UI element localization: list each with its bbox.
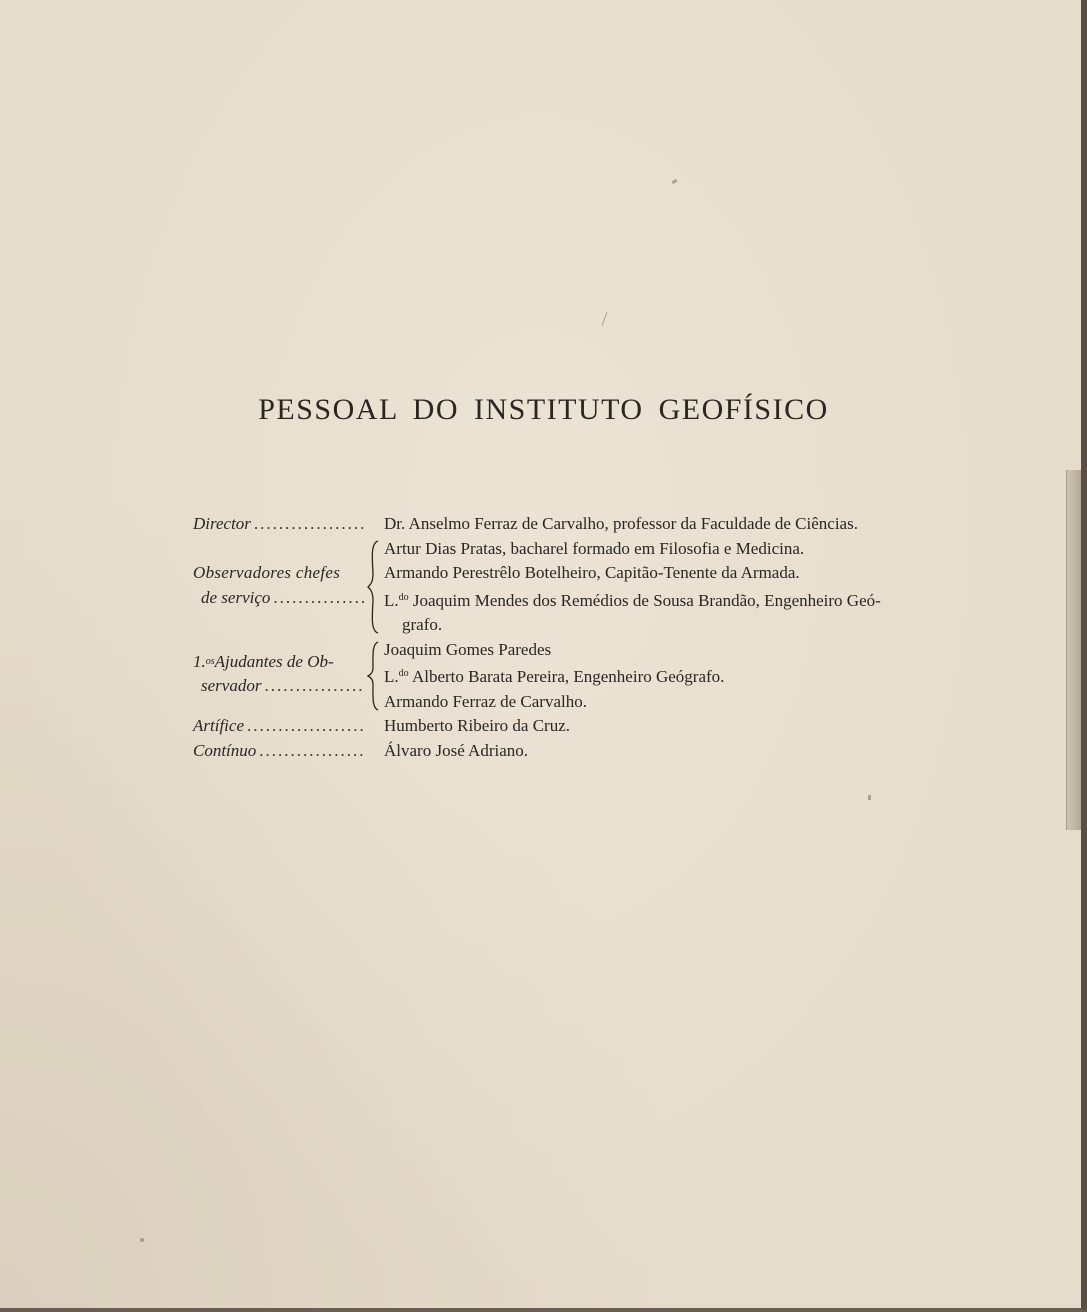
- role-text-line1: Ajudantes de Ob-: [214, 651, 334, 671]
- staff-name: L.$^{do}$ Joaquim Mendes dos Remédios de Sousa Brandão, Engenheiro Geó-: [384, 590, 881, 610]
- paper-speck: [868, 795, 871, 800]
- brace-icon: [365, 638, 384, 715]
- role-text-line2: de serviço: [201, 587, 271, 607]
- staff-name: Humberto Ribeiro da Cruz.: [384, 716, 571, 735]
- names-list: [384, 537, 983, 638]
- page-edge-strip: [1066, 470, 1081, 830]
- brace-spacer: [365, 714, 384, 739]
- leader-dots: [256, 739, 365, 764]
- page-title: PESSOAL DO INSTITUTO GEOFÍSICO: [258, 393, 829, 426]
- staff-name: Armando Ferraz de Carvalho.: [384, 691, 587, 711]
- role-text: Contínuo: [193, 740, 257, 760]
- staff-name: Artur Dias Pratas, bacharel formado em Filosofia e Medicina.: [384, 538, 805, 558]
- staff-name: L.$^{do}$ Alberto Barata Pereira, Engenheiro Geógrafo.: [384, 667, 725, 686]
- leader-dots: [244, 714, 365, 739]
- role-label: 1. os Ajudantes de Ob- servador .....: [193, 638, 365, 715]
- staff-name: Joaquim Gomes Paredes: [384, 639, 552, 659]
- role-text: Artífice: [193, 716, 244, 735]
- staff-group-artifice: [193, 714, 983, 739]
- brace-spacer: [365, 739, 384, 764]
- names-list: [384, 739, 983, 764]
- staff-group-ajudantes: [193, 638, 983, 715]
- role-text-line1: Observadores chefes: [193, 563, 341, 582]
- paper-speck: [140, 1238, 144, 1242]
- role-label: [193, 512, 365, 537]
- role-label: [193, 714, 365, 739]
- staff-group-observadores: [193, 537, 983, 638]
- paper-speck: [672, 179, 678, 184]
- staff-group-continuo: [193, 739, 983, 764]
- brace-spacer: [365, 512, 384, 537]
- staff-group-director: [193, 512, 983, 537]
- leader-dots: [261, 674, 365, 699]
- role-text: Director: [193, 514, 251, 533]
- staff-list: [193, 512, 983, 763]
- role-label: [193, 537, 365, 638]
- paper-speck: [602, 312, 608, 325]
- names-list: [384, 512, 983, 537]
- role-label: [193, 739, 365, 764]
- brace-icon: [365, 537, 384, 638]
- leader-dots: [251, 512, 365, 537]
- names-list: [384, 638, 983, 715]
- staff-name-continuation: grafo.: [402, 615, 443, 634]
- leader-dots: [270, 586, 365, 611]
- staff-name: Dr. Anselmo Ferraz de Carvalho, professor da Faculdade de Ciências.: [384, 514, 858, 533]
- role-text-line2: servador: [201, 676, 262, 695]
- names-list: [384, 714, 983, 739]
- staff-name: Álvaro José Adriano.: [384, 740, 529, 760]
- staff-name: Armando Perestrêlo Botelheiro, Capitão-Tenente da Armada.: [384, 563, 800, 582]
